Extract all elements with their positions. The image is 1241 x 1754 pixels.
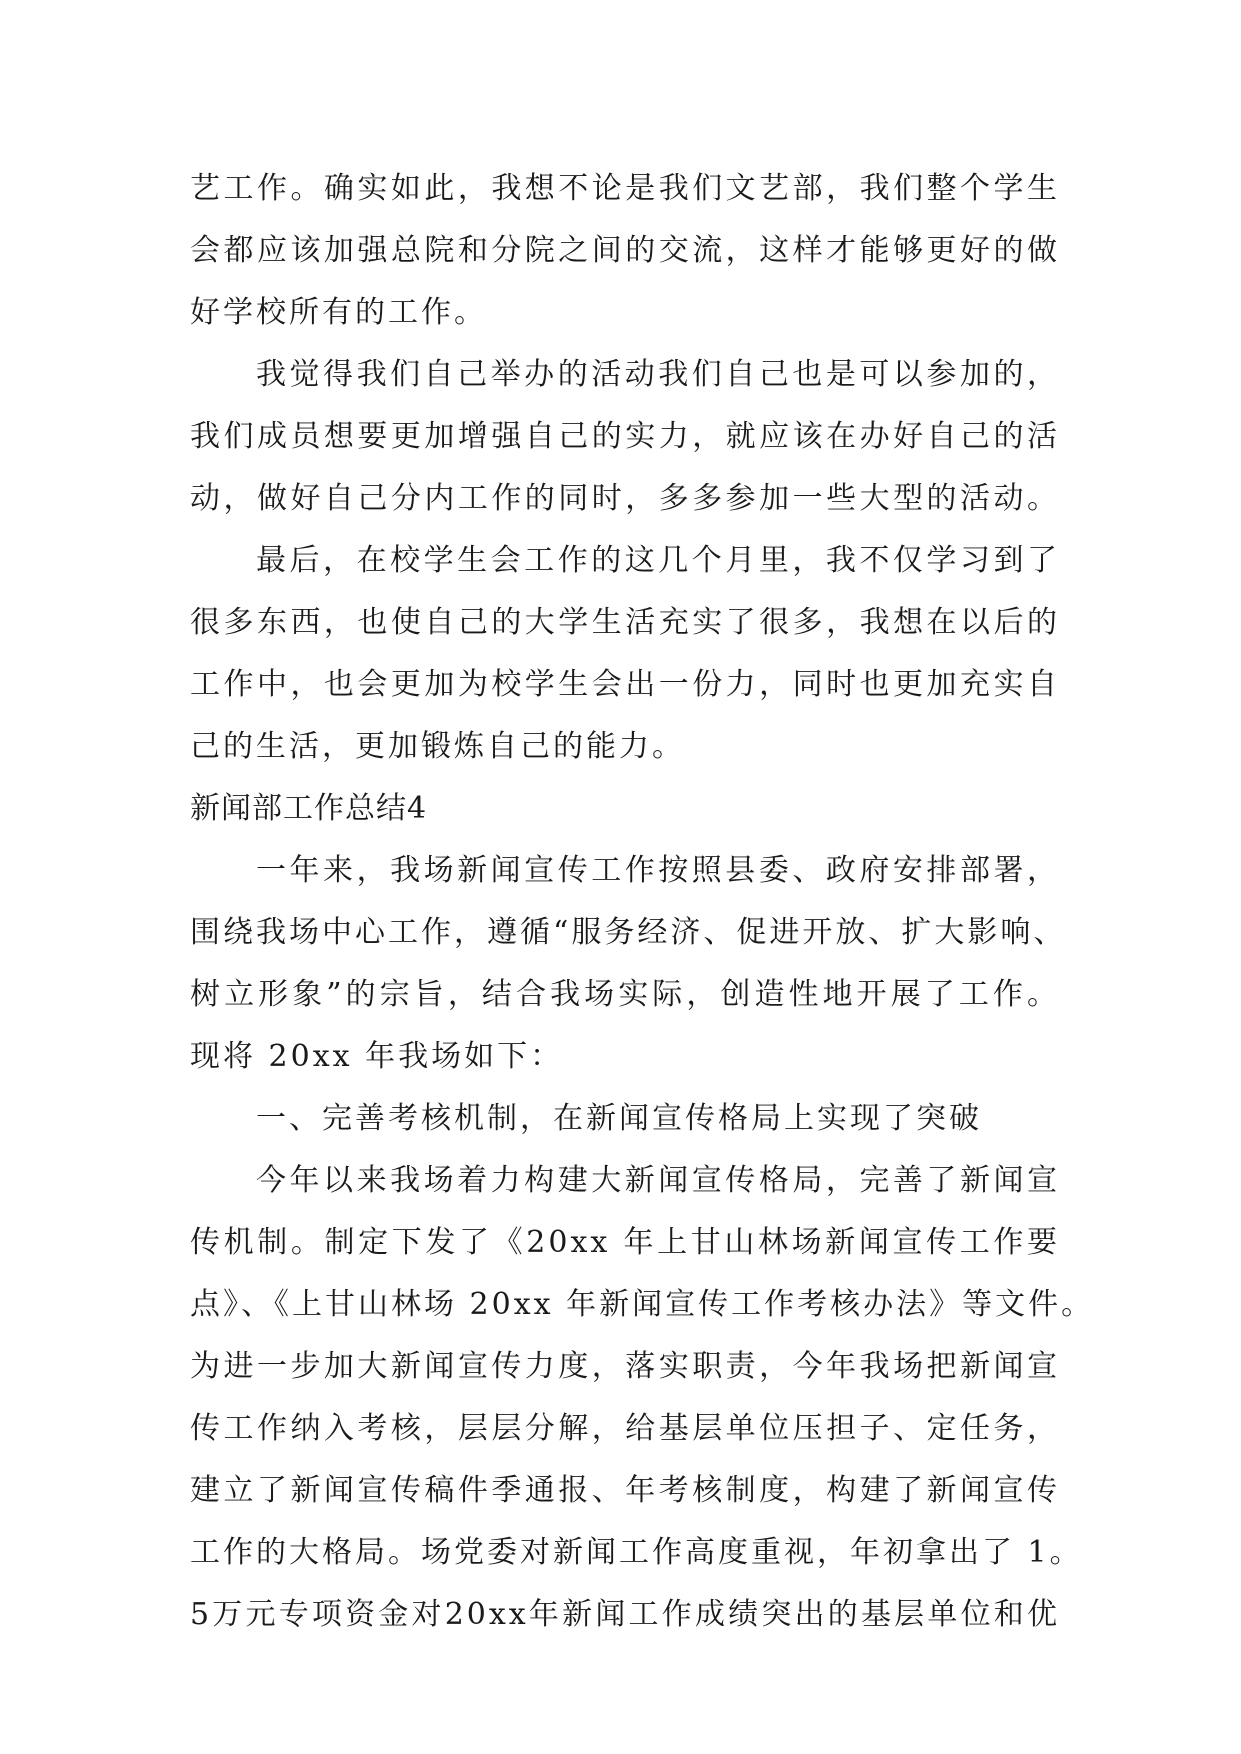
text-line: 今年以来我场着力构建大新闻宣传格局，完善了新闻宣 xyxy=(256,1163,1060,1198)
text-line: 一、完善考核机制，在新闻宣传格局上实现了突破 xyxy=(256,1101,982,1136)
text-line: 5万元专项资金对20xx年新闻工作成绩突出的基层单位和优 xyxy=(190,1597,1060,1632)
text-line: 最后，在校学生会工作的这几个月里，我不仅学习到了 xyxy=(256,543,1060,578)
text-line: 点》、《上甘山林场 20xx 年新闻宣传工作考核办法》等文件。 xyxy=(190,1287,1095,1322)
text-line: 己的生活，更加锻炼自己的能力。 xyxy=(190,729,685,764)
text-line: 艺工作。确实如此，我想不论是我们文艺部，我们整个学生 xyxy=(190,171,1060,206)
text-line: 会都应该加强总院和分院之间的交流，这样才能够更好的做 xyxy=(190,233,1060,268)
text-line: 动，做好自己分内工作的同时，多多参加一些大型的活动。 xyxy=(190,481,1060,516)
text-line: 树立形象”的宗旨，结合我场实际，创造性地开展了工作。 xyxy=(190,977,1060,1012)
text-line: 建立了新闻宣传稿件季通报、年考核制度，构建了新闻宣传 xyxy=(190,1473,1060,1508)
text-line: 现将 20xx 年我场如下： xyxy=(190,1039,564,1074)
text-line: 工作中，也会更加为校学生会出一份力，同时也更加充实自 xyxy=(190,667,1060,702)
text-line: 传工作纳入考核，层层分解，给基层单位压担子、定任务， xyxy=(190,1411,1060,1446)
text-line: 围绕我场中心工作，遵循“服务经济、促进开放、扩大影响、 xyxy=(190,915,1067,950)
document-body xyxy=(190,158,1095,1646)
section-heading: 新闻部工作总结4 xyxy=(190,791,428,826)
text-line: 为进一步加大新闻宣传力度，落实职责，今年我场把新闻宣 xyxy=(190,1349,1060,1384)
text-line: 好学校所有的工作。 xyxy=(190,295,487,330)
text-line: 我们成员想要更加增强自己的实力，就应该在办好自己的活 xyxy=(190,419,1060,454)
text-line: 一年来，我场新闻宣传工作按照县委、政府安排部署， xyxy=(256,853,1060,888)
text-line: 传机制。制定下发了《20xx 年上甘山林场新闻宣传工作要 xyxy=(190,1225,1060,1260)
text-line: 工作的大格局。场党委对新闻工作高度重视，年初拿出了 1。 xyxy=(190,1535,1083,1570)
text-line: 我觉得我们自己举办的活动我们自己也是可以参加的， xyxy=(256,357,1060,392)
text-line: 很多东西，也使自己的大学生活充实了很多，我想在以后的 xyxy=(190,605,1060,640)
